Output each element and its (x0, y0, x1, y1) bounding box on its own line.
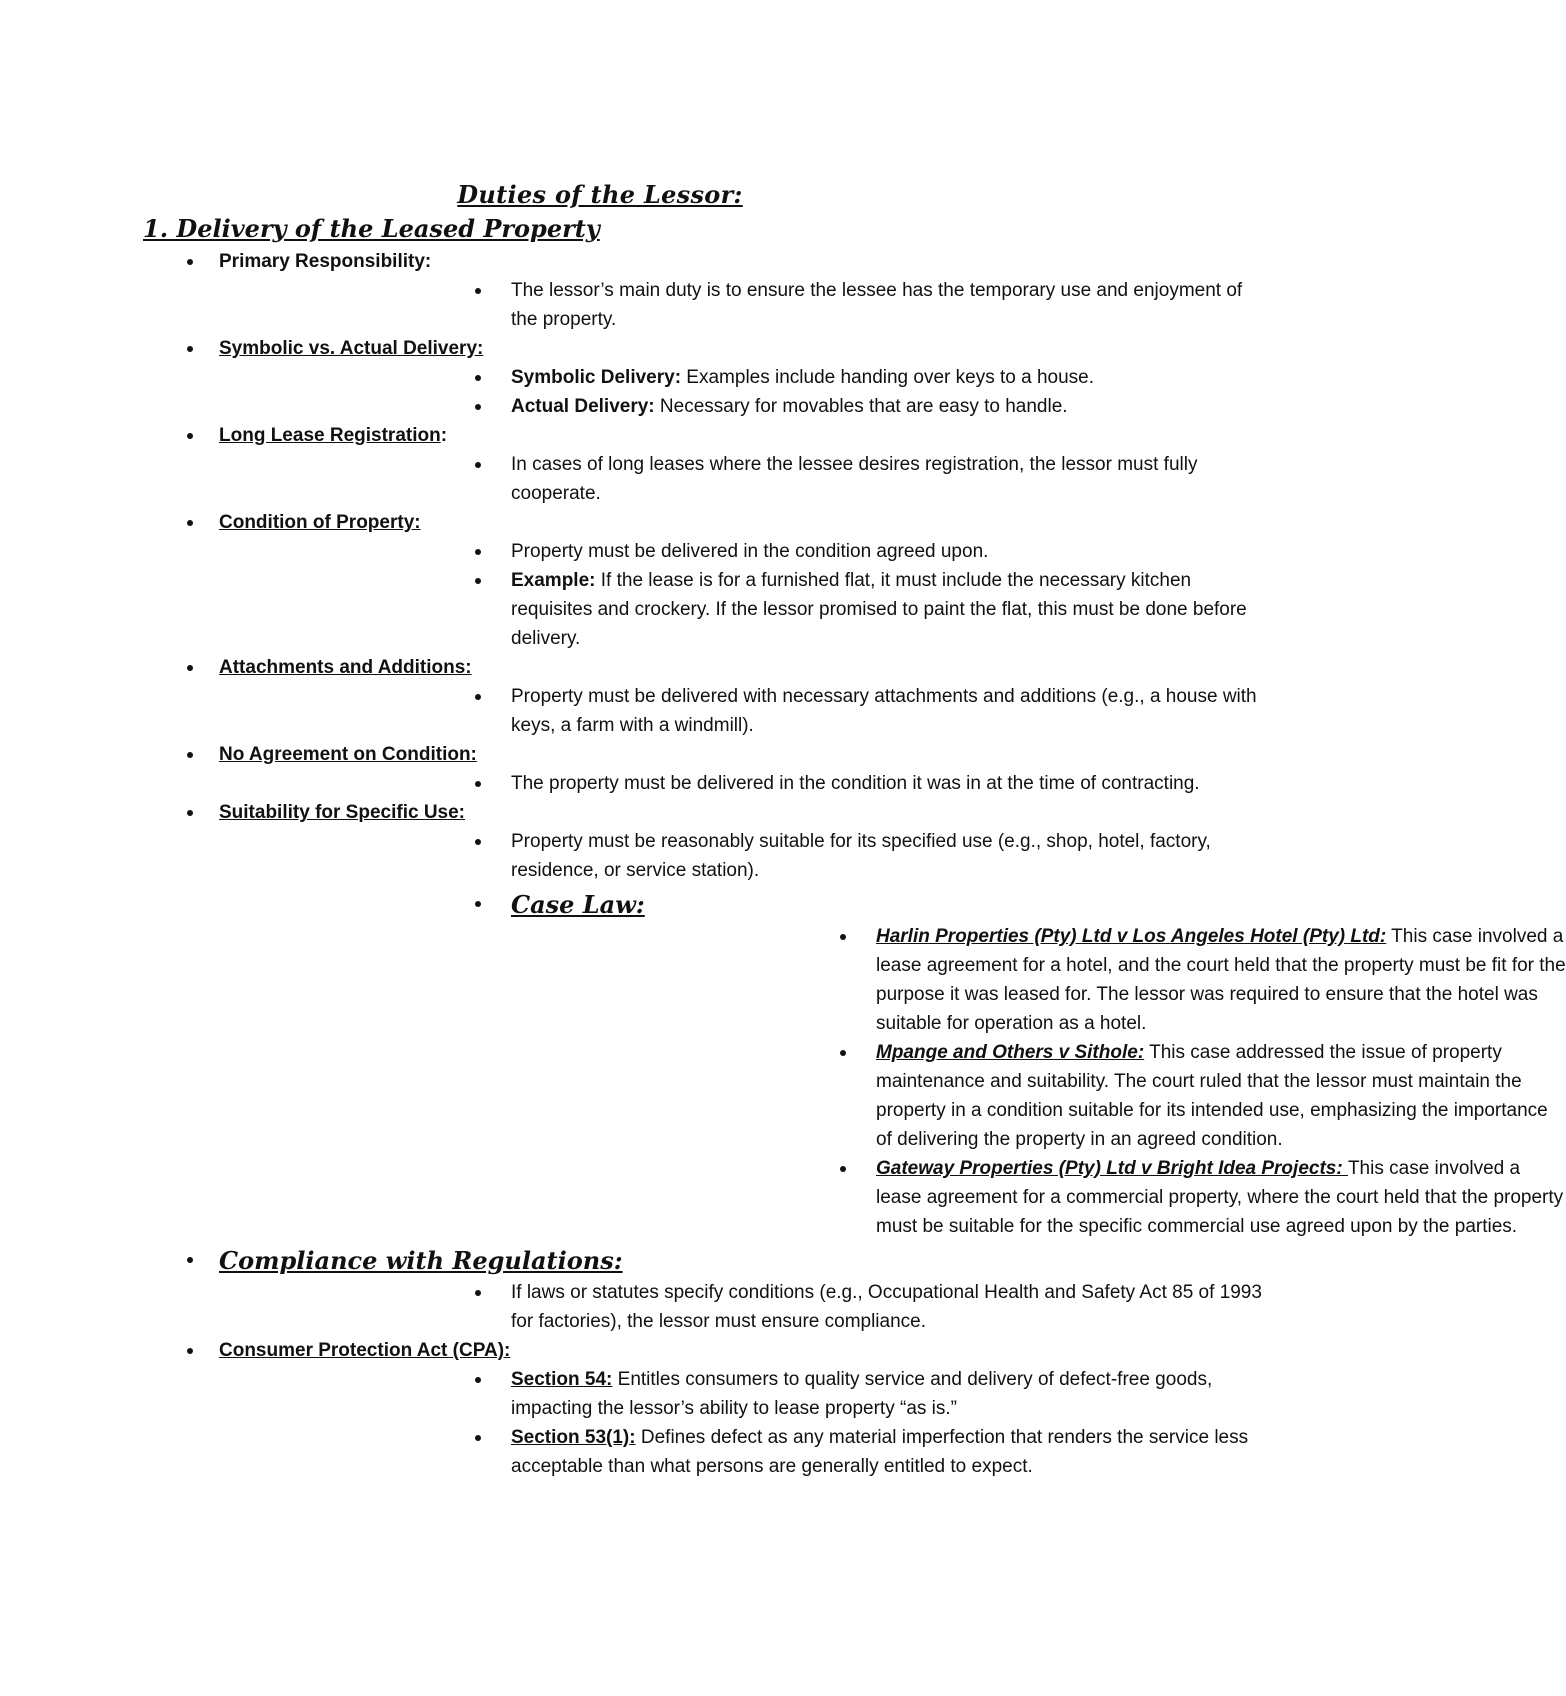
long-lease-heading-suffix: : (440, 425, 448, 446)
bullet-icon (475, 549, 481, 555)
section-54-label: Section 54: (511, 1369, 613, 1390)
list-item-no-agreement (0, 740, 1200, 798)
list-item-attachments (0, 653, 1257, 740)
section-heading-delivery: 1. Delivery of the Leased Property (143, 214, 600, 243)
case-name-harlin: Harlin Properties (Pty) Ltd v Los Angeles Hotel (Pty) Ltd: (876, 926, 1387, 947)
case-text-harlin: This case involved a lease agreement for a hotel, and the court held that the property must be fit for the purpose it was leased for. The lessor was required to ensure that the hotel was suitable for operation as a hotel. (876, 926, 1566, 1034)
bullet-icon (475, 1377, 481, 1383)
case-text-mpange: This case addressed the issue of property maintenance and suitability. The court ruled that the lessor must maintain the property in a condition suitable for its intended use, emphasizing the importance of delivering the property in an agreed condition. (876, 1042, 1548, 1150)
compliance-text: If laws or statutes specify conditions (e.g., Occupational Health and Safety Act 85 of 1993 for factories), the lessor must ensure compliance. (511, 1282, 1262, 1332)
no-agreement-heading: No Agreement on Condition: (219, 744, 477, 765)
list-item (511, 922, 1566, 1038)
primary-sublist (219, 276, 1243, 334)
bullet-icon (840, 934, 846, 940)
bullet-icon (187, 346, 193, 352)
case-text-gateway: This case involved a lease agreement for a commercial property, where the court held that the property must be suitable for the specific commercial use agreed upon by the parties. (876, 1158, 1564, 1237)
list-item (219, 450, 1271, 508)
bullet-icon (475, 694, 481, 700)
list-item-compliance (0, 1241, 1262, 1336)
attachments-heading: Attachments and Additions: (219, 657, 472, 678)
actual-delivery-label: Actual Delivery: (511, 396, 655, 417)
symbolic-sublist (219, 363, 1200, 421)
bullet-icon (187, 520, 193, 526)
bullet-icon (187, 665, 193, 671)
list-item (219, 363, 1271, 392)
list-item-long-lease (0, 421, 1200, 508)
list-item-suitability (0, 798, 1566, 1241)
bullet-icon (840, 1050, 846, 1056)
document-content (0, 247, 1566, 1481)
case-name-mpange: Mpange and Others v Sithole: (876, 1042, 1145, 1063)
compliance-heading: Compliance with Regulations: (219, 1246, 623, 1275)
list-item (219, 682, 1271, 740)
symbolic-heading: Symbolic vs. Actual Delivery: (219, 338, 484, 359)
bullet-icon (475, 578, 481, 584)
bullet-icon (187, 433, 193, 439)
document-title: Duties of the Lessor: (457, 180, 743, 209)
bullet-icon (475, 781, 481, 787)
case-name-gateway: Gateway Properties (Pty) Ltd v Bright Idea Projects: (876, 1158, 1348, 1179)
bullet-icon (475, 404, 481, 410)
cpa-heading: Consumer Protection Act (CPA): (219, 1340, 511, 1361)
long-lease-sublist (219, 450, 1200, 508)
bullet-icon (475, 839, 481, 845)
bullet-icon (475, 462, 481, 468)
section-53-text: Defines defect as any material imperfection that renders the service less acceptable than what persons are generally entitled to expect. (511, 1427, 1249, 1477)
list-item-primary (0, 247, 1243, 334)
list-item (511, 1038, 1566, 1154)
condition-text: Property must be delivered in the condition agreed upon. (511, 541, 989, 562)
list-item-symbolic (0, 334, 1200, 421)
section-54-text: Entitles consumers to quality service and delivery of defect-free goods, impacting the lessor’s ability to lease property “as is.” (511, 1369, 1213, 1419)
bullet-icon (187, 259, 193, 265)
bullet-icon (187, 1348, 193, 1354)
list-item-case-law (219, 885, 1566, 1241)
primary-text: The lessor’s main duty is to ensure the lessee has the temporary use and enjoyment of the property. (511, 280, 1243, 330)
suitability-sublist (219, 827, 1566, 1241)
list-item (219, 392, 1271, 421)
condition-heading: Condition of Property: (219, 512, 421, 533)
attachments-sublist (219, 682, 1257, 740)
condition-sublist (219, 537, 1247, 653)
actual-delivery-text: Necessary for movables that are easy to handle. (654, 396, 1068, 417)
long-lease-heading: Long Lease Registration (219, 425, 441, 446)
list-item (219, 1278, 1271, 1336)
section-53-label: Section 53(1): (511, 1427, 636, 1448)
list-item (219, 827, 1271, 885)
case-law-sublist (511, 922, 1566, 1241)
cpa-sublist (219, 1365, 1249, 1481)
bullet-icon (187, 1257, 193, 1263)
example-label: Example: (511, 570, 596, 591)
bullet-icon (475, 288, 481, 294)
list-item (219, 276, 1271, 334)
bullet-icon (475, 901, 481, 907)
attachments-text: Property must be delivered with necessary attachments and additions (e.g., a house with keys, a farm with a windmill). (511, 686, 1257, 736)
bullet-icon (475, 1435, 481, 1441)
compliance-sublist (219, 1278, 1262, 1336)
suitability-text: Property must be reasonably suitable for its specified use (e.g., shop, hotel, factory, residence, or service station). (511, 831, 1211, 881)
suitability-heading: Suitability for Specific Use: (219, 802, 465, 823)
list-item (219, 1423, 1271, 1481)
bullet-icon (475, 375, 481, 381)
case-law-heading: Case Law: (511, 890, 645, 919)
no-agreement-text: The property must be delivered in the condition it was in at the time of contracting. (511, 773, 1200, 794)
bullet-icon (840, 1166, 846, 1172)
no-agreement-sublist (219, 769, 1200, 798)
list-item (219, 1365, 1271, 1423)
list-item (219, 566, 1271, 653)
bullet-icon (187, 810, 193, 816)
list-item (219, 769, 1271, 798)
list-item (219, 537, 1271, 566)
list-item-cpa (0, 1336, 1249, 1481)
primary-heading: Primary Responsibility: (219, 251, 432, 272)
list-item (511, 1154, 1566, 1241)
main-bullet-list (0, 247, 1566, 1481)
long-lease-text: In cases of long leases where the lessee desires registration, the lessor must fully cooperate. (511, 454, 1198, 504)
symbolic-delivery-text: Examples include handing over keys to a house. (681, 367, 1095, 388)
example-text: If the lease is for a furnished flat, it must include the necessary kitchen requisites and crockery. If the lessor promised to paint the flat, this must be done before delivery. (511, 570, 1247, 649)
bullet-icon (187, 752, 193, 758)
symbolic-delivery-label: Symbolic Delivery: (511, 367, 682, 388)
bullet-icon (475, 1290, 481, 1296)
list-item-condition (0, 508, 1247, 653)
